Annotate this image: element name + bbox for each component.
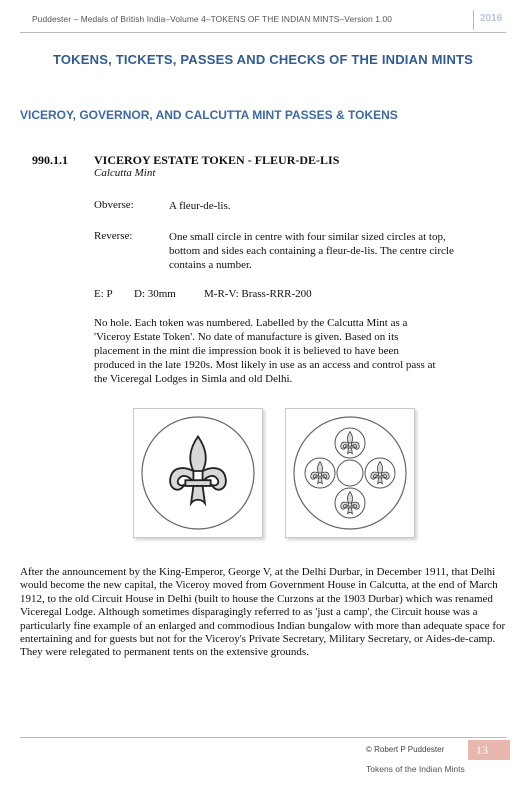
- entry-title: VICEROY ESTATE TOKEN - FLEUR-DE-LIS: [94, 153, 340, 167]
- reverse-line: contains a number.: [169, 259, 252, 271]
- obverse-label: Obverse:: [94, 199, 134, 211]
- entry-description: No hole. Each token was numbered. Labelled by the Calcutta Mint as a 'Viceroy Estate Token'. No date of manufacture is given. Based on its placement in the mint die impression book it is believed to have been produced in the late 1920s. Most likely in use as an access and control pass at the Viceregal Lodges in Simla and old Delhi.: [94, 317, 436, 385]
- reverse-line: bottom and sides each containing a fleur-de-lis. The centre circle: [169, 245, 454, 257]
- header-text: Puddester – Medals of British India–Volume 4–TOKENS OF THE INDIAN MINTS–Version 1.00: [32, 14, 392, 24]
- obverse-coin: [134, 409, 262, 537]
- section-title: VICEROY, GOVERNOR, AND CALCUTTA MINT PASSES & TOKENS: [20, 108, 398, 122]
- page-number: 13: [468, 740, 510, 760]
- footer-subtitle: Tokens of the Indian Mints: [366, 764, 465, 774]
- reverse-label: Reverse:: [94, 230, 133, 242]
- header-year: 2016: [480, 13, 503, 24]
- page-title: TOKENS, TICKETS, PASSES AND CHECKS OF THE INDIAN MINTS: [52, 52, 474, 67]
- page-header: [20, 8, 506, 33]
- spec-metal-rarity-value: M-R-V: Brass-RRR-200: [204, 288, 312, 300]
- reverse-line: One small circle in centre with four similar sized circles at top,: [169, 231, 446, 243]
- entry-mint: Calcutta Mint: [94, 167, 156, 179]
- entry-number: 990.1.1: [32, 153, 68, 167]
- header-divider: [473, 10, 474, 30]
- history-paragraph: After the announcement by the King-Emperor, George V, at the Delhi Durbar, in December 1911, that Delhi would become the new capital, the Viceroy moved from Government House in Calcutta, at the end of March 1912, to the old Circuit House in Delhi (built to house the Curzons at the 1903 Durbar) which was renamed Viceregal Lodge. Although sometimes disparagingly referred to as 'just a camp', the Circuit house was a particularly fine example of an enlarged and commodious Indian bungalow with more than adequate space for entertaining and for guests but not for the Viceroy's Private Secretary, Military Secretary, or Aides-de-camp. They were relegated to permanent tents on the extensive grounds.: [20, 566, 506, 659]
- obverse-image: [133, 408, 263, 538]
- spec-diameter: D: 30mm: [134, 288, 176, 300]
- reverse-coin: [286, 409, 414, 537]
- footer-copyright: © Robert P Puddester: [366, 745, 445, 754]
- reverse-text: [169, 230, 454, 272]
- reverse-image: [285, 408, 415, 538]
- footer-divider: [20, 737, 506, 738]
- spec-edge: E: P: [94, 288, 113, 300]
- obverse-text: A fleur-de-lis.: [169, 200, 231, 212]
